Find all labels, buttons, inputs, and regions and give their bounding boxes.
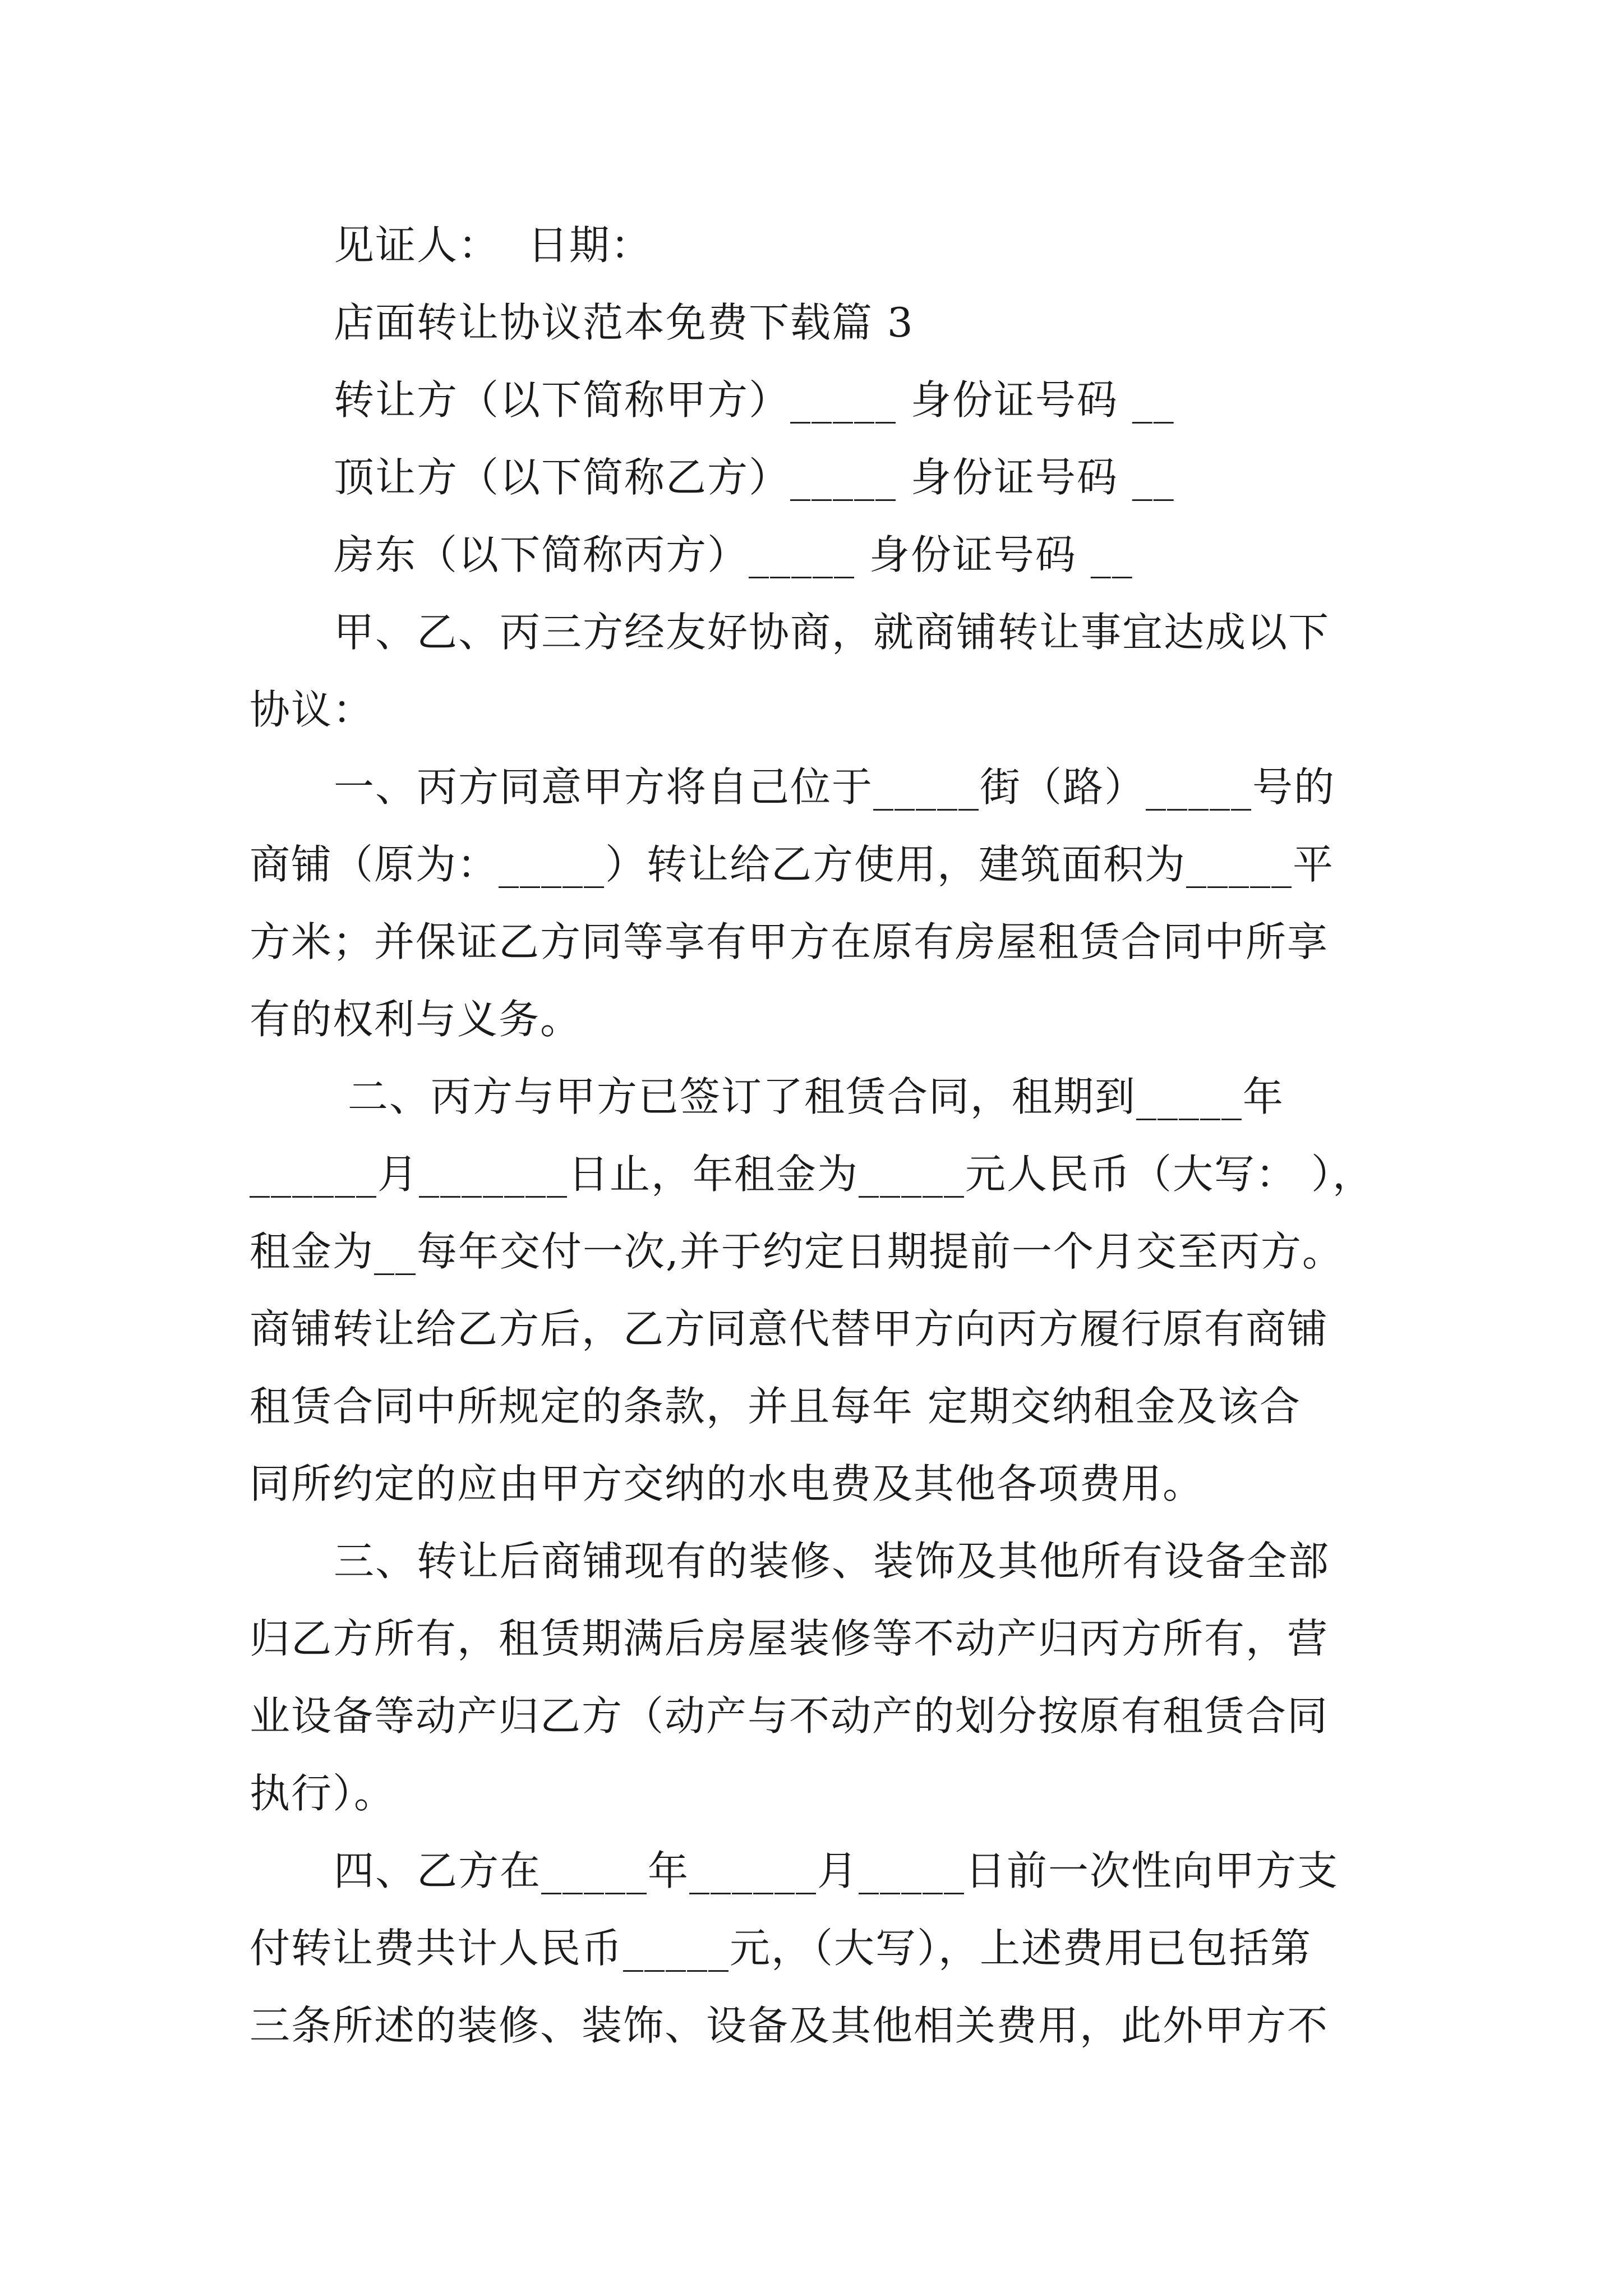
clause-2-line: 租赁合同中所规定的条款，并且每年 定期交纳租金及该合 [250, 1383, 1301, 1430]
clause-1-line: 一、丙方同意甲方将自己位于_____街（路）_____号的 [334, 763, 1336, 811]
party-a-line: 转让方（以下简称甲方）_____ 身份证号码 __ [334, 376, 1175, 424]
paragraph-line: 协议： [250, 686, 375, 733]
witness-date-line: 见证人： 日期： [334, 222, 652, 269]
clause-3-line: 三、转让后商铺现有的装修、装饰及其他所有设备全部 [334, 1538, 1330, 1585]
party-c-line: 房东（以下简称丙方）_____ 身份证号码 __ [334, 531, 1133, 578]
clause-1-line: 商铺（原为：_____）转让给乙方使用，建筑面积为_____平 [250, 841, 1335, 888]
clause-1-line: 方米；并保证乙方同等享有甲方在原有房屋租赁合同中所享 [250, 918, 1329, 965]
clause-2-line: 同所约定的应由甲方交纳的水电费及其他各项费用。 [250, 1460, 1205, 1507]
section-title: 店面转让协议范本免费下载篇 3 [334, 299, 914, 346]
clause-2-line: 租金为__每年交付一次,并于约定日期提前一个月交至丙方。 [250, 1228, 1344, 1275]
clause-4-line: 付转让费共计人民币_____元，（大写），上述费用已包括第 [250, 1925, 1312, 1972]
clause-3-line: 业设备等动产归乙方（动产与不动产的划分按原有租赁合同 [250, 1692, 1329, 1740]
paragraph-line: 甲、乙、丙三方经友好协商，就商铺转让事宜达成以下 [334, 609, 1330, 656]
clause-3-line: 执行）。 [250, 1770, 396, 1817]
clause-3-line: 归乙方所有，租赁期满后房屋装修等不动产归丙方所有，营 [250, 1615, 1329, 1662]
clause-4-line: 四、乙方在_____年______月_____日前一次性向甲方支 [334, 1847, 1339, 1894]
document-body [250, 206, 1377, 2064]
clause-2-line: ______月_______日止，年租金为_____元人民币（大写： ）， [250, 1151, 1374, 1198]
clause-1-line: 有的权利与义务。 [250, 996, 582, 1043]
party-b-line: 顶让方（以下简称乙方）_____ 身份证号码 __ [334, 454, 1175, 501]
clause-2-line: 商铺转让给乙方后，乙方同意代替甲方向丙方履行原有商铺 [250, 1305, 1329, 1352]
clause-2-line: 二、丙方与甲方已签订了租赁合同，租期到_____年 [334, 1073, 1284, 1120]
clause-4-line: 三条所述的装修、装饰、设备及其他相关费用，此外甲方不 [250, 2002, 1329, 2049]
